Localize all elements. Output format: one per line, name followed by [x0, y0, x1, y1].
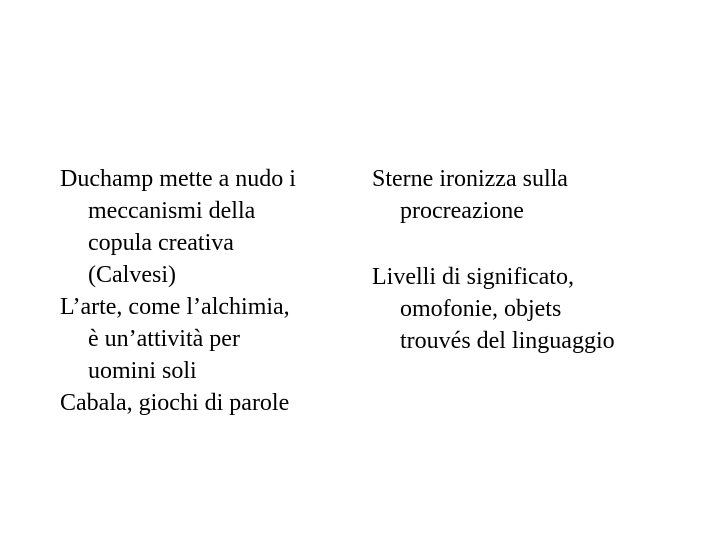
paragraph-livelli: Livelli di significato, omofonie, objets trouvés del linguaggio — [372, 264, 615, 354]
paragraph-cabala: Cabala, giochi di parole — [60, 390, 290, 416]
paragraph-sterne: Sterne ironizza sulla procreazione — [372, 166, 568, 224]
paragraph-alchimia: L’arte, come l’alchimia, è un’attività per uomini soli — [60, 294, 290, 384]
paragraph-duchamp: Duchamp mette a nudo i meccanismi della copula creativa (Calvesi) — [60, 166, 296, 288]
right-text-column — [372, 163, 672, 357]
left-text-column — [60, 163, 350, 419]
